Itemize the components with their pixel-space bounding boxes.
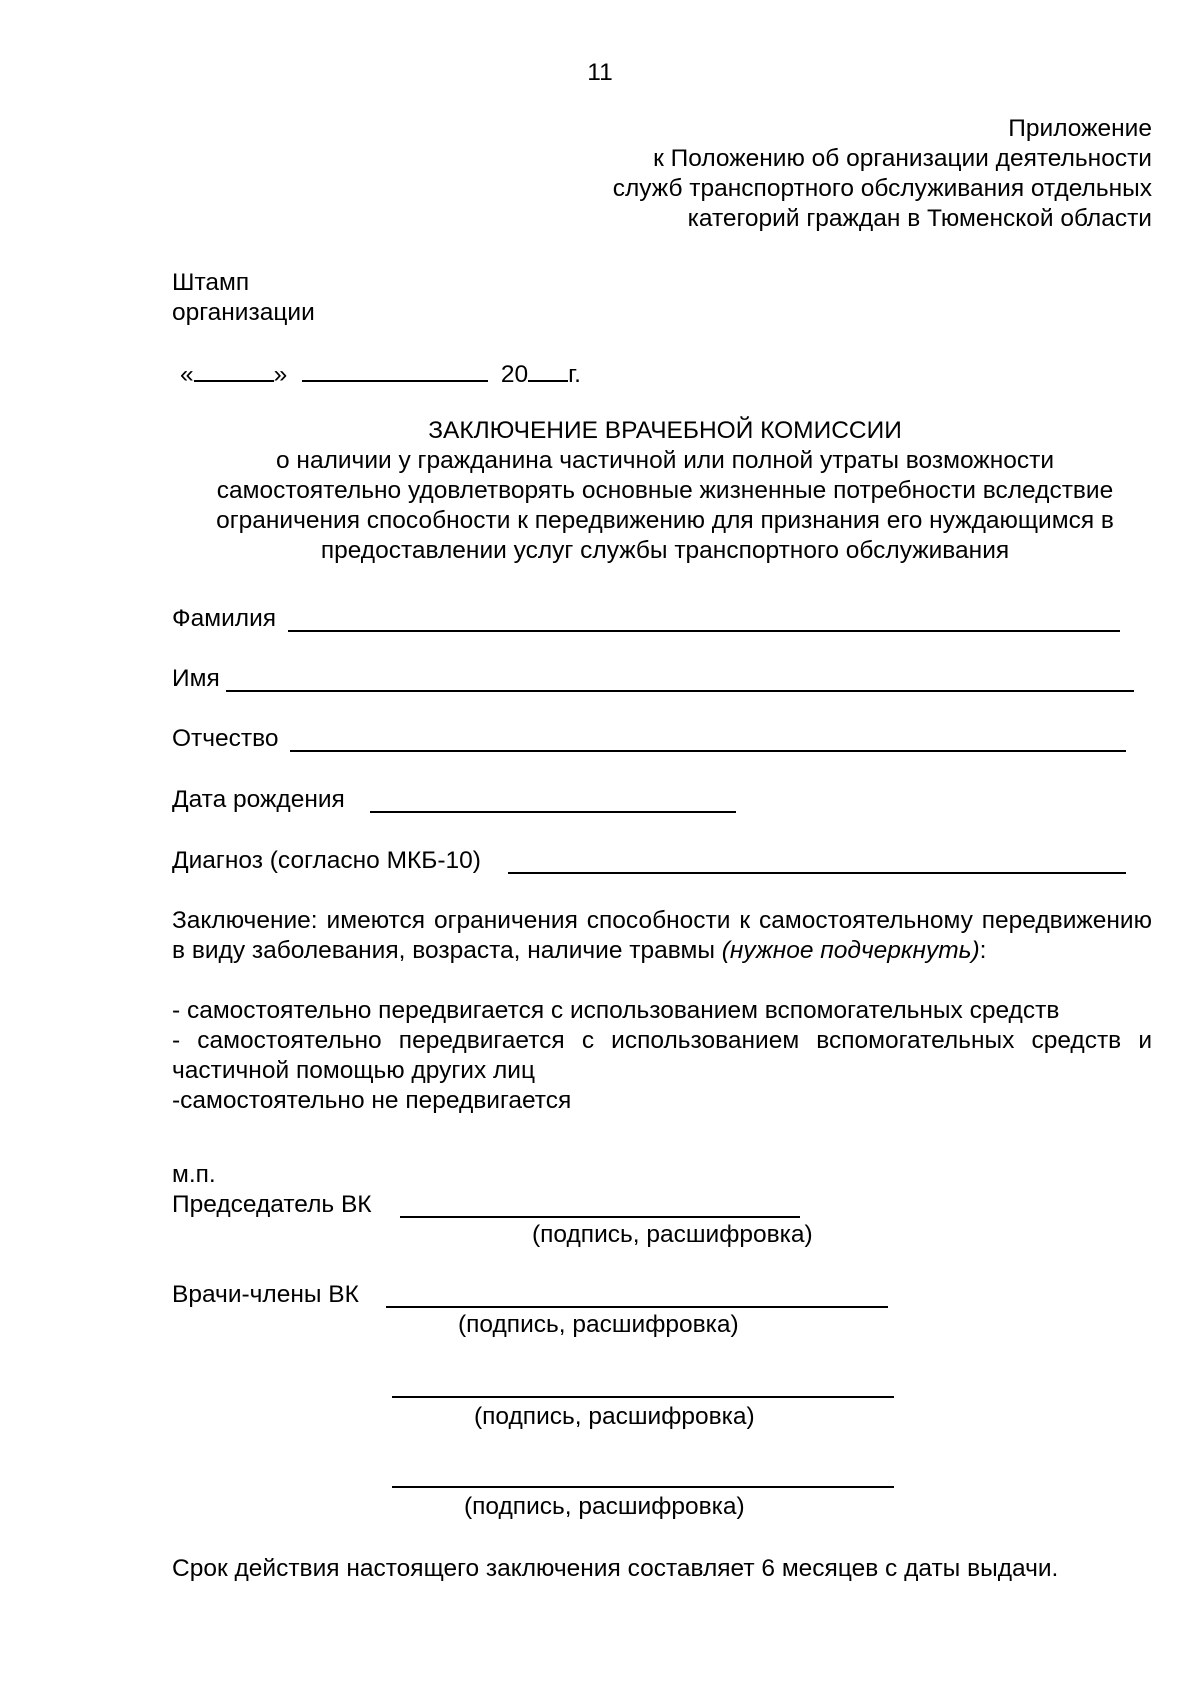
name-label: Имя xyxy=(172,665,220,692)
appendix-line: к Положению об организации деятельности xyxy=(653,145,1152,172)
title-line: предоставлении услуг службы транспортного обслуживания xyxy=(320,537,1010,564)
title-heading: ЗАКЛЮЧЕНИЕ ВРАЧЕБНОЙ КОМИССИИ xyxy=(428,417,902,444)
surname-label: Фамилия xyxy=(172,605,277,632)
date-open-quote: « xyxy=(180,361,194,388)
member-signature-blank[interactable] xyxy=(392,1396,894,1398)
surname-field xyxy=(172,604,276,635)
document-title xyxy=(160,416,1170,566)
diagnosis-label: Диагноз (согласно МКБ-10) xyxy=(172,847,481,874)
conclusion-note: (нужное подчеркнуть) xyxy=(721,937,980,964)
diagnosis-field xyxy=(172,846,481,877)
patronymic-field xyxy=(172,724,279,755)
birth-date-label: Дата рождения xyxy=(172,786,345,813)
date-year-suffix: г. xyxy=(568,361,581,388)
title-line: самостоятельно удовлетворять основные жизненные потребности вследствие xyxy=(216,477,1114,504)
date-month-blank[interactable] xyxy=(302,358,488,382)
name-blank[interactable] xyxy=(226,690,1134,692)
diagnosis-blank[interactable] xyxy=(508,872,1126,874)
date-day-blank[interactable] xyxy=(194,358,274,382)
surname-blank[interactable] xyxy=(288,630,1120,632)
conclusion-paragraph xyxy=(172,906,1152,966)
stamp-line: Штамп xyxy=(172,269,250,296)
date-year-prefix: 20 xyxy=(500,361,529,388)
conclusion-lead: Заключение: имеются ограничения способности к самостоятельному передвижению в виду заболевания, возраста, наличие травмы xyxy=(172,907,1152,964)
date-line xyxy=(180,358,581,391)
name-field xyxy=(172,664,220,695)
title-line: о наличии у гражданина частичной или полной утраты возможности xyxy=(275,447,1055,474)
conclusion-option[interactable]: - самостоятельно передвигается с использованием вспомогательных средств xyxy=(172,997,1060,1024)
seal-label: м.п. xyxy=(172,1161,216,1188)
stamp-line: организации xyxy=(172,299,315,326)
stamp-label xyxy=(172,268,315,328)
date-year-blank[interactable] xyxy=(528,358,568,382)
title-line: ограничения способности к передвижению для признания его нуждающимся в xyxy=(216,507,1114,534)
signature-caption: (подпись, расшифровка) xyxy=(532,1221,813,1248)
patronymic-label: Отчество xyxy=(172,725,279,752)
birth-date-blank[interactable] xyxy=(370,811,736,813)
members-label: Врачи-члены ВК xyxy=(172,1281,359,1308)
patronymic-blank[interactable] xyxy=(290,750,1126,752)
member-signature-blank[interactable] xyxy=(386,1306,888,1308)
birth-date-field xyxy=(172,785,345,816)
date-close-quote: » xyxy=(273,361,288,388)
page-number: 11 xyxy=(587,59,613,86)
validity-note: Срок действия настоящего заключения составляет 6 месяцев с даты выдачи. xyxy=(172,1555,1059,1582)
conclusion-option[interactable]: -самостоятельно не передвигается xyxy=(172,1087,572,1114)
signature-caption: (подпись, расшифровка) xyxy=(474,1403,755,1430)
member-signature-blank[interactable] xyxy=(392,1486,894,1488)
appendix-header xyxy=(613,114,1152,234)
appendix-line: категорий граждан в Тюменской области xyxy=(687,205,1152,232)
conclusion-colon: : xyxy=(979,937,987,964)
signature-caption: (подпись, расшифровка) xyxy=(458,1311,739,1338)
conclusion-option[interactable]: - самостоятельно передвигается с использованием вспомогательных средств и частичной помощью других лиц xyxy=(172,1027,1152,1084)
signature-caption: (подпись, расшифровка) xyxy=(464,1493,745,1520)
chairman-label: Председатель ВК xyxy=(172,1191,372,1218)
appendix-line: Приложение xyxy=(1008,115,1152,142)
chairman-signature-blank[interactable] xyxy=(400,1216,800,1218)
appendix-line: служб транспортного обслуживания отдельных xyxy=(612,175,1152,202)
conclusion-options xyxy=(172,996,1152,1116)
